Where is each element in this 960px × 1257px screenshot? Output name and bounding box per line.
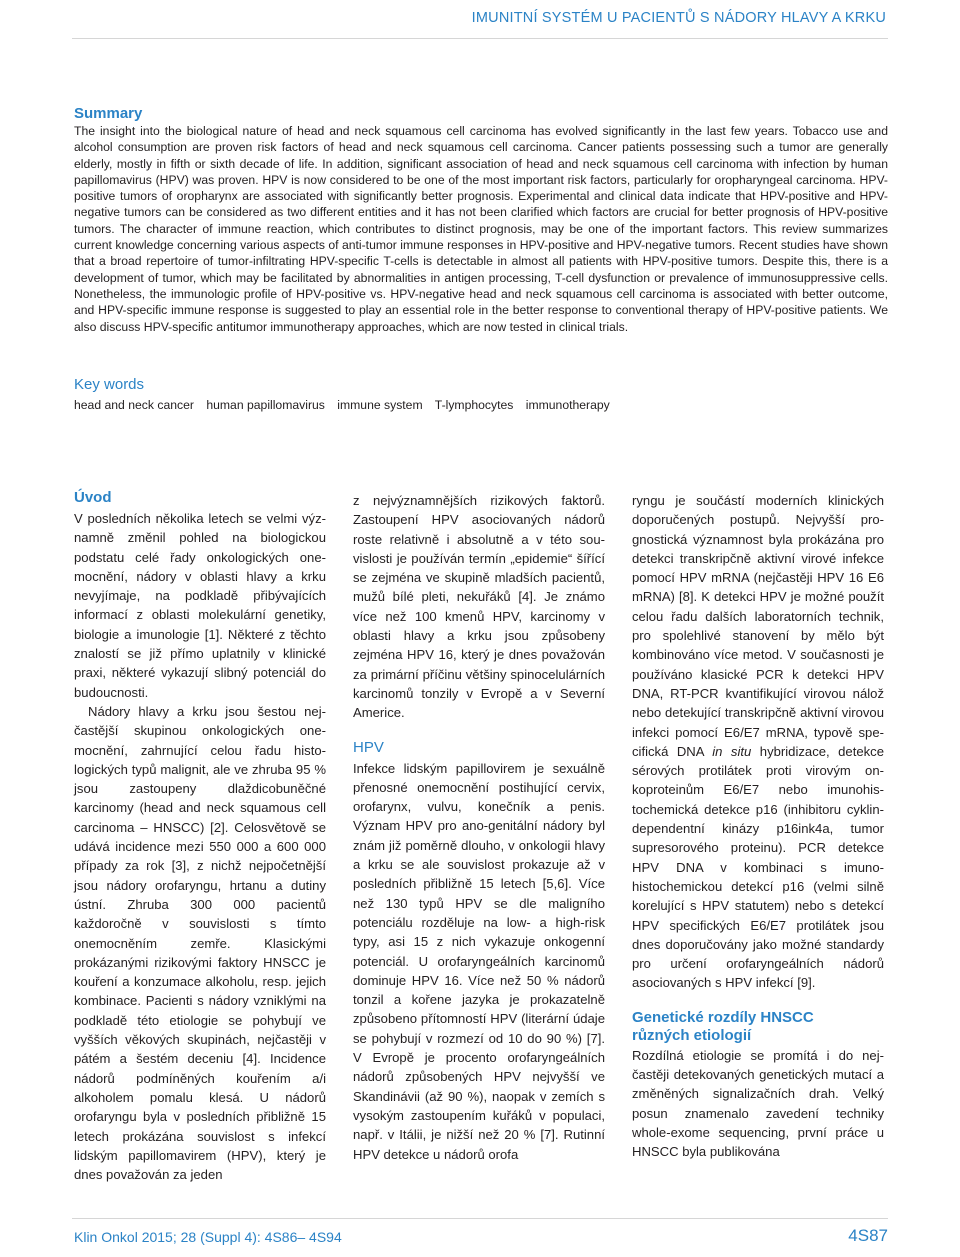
- paragraph: V posledních několika letech se velmi významně změnil pohled na biologickou podstatu celé řady onkologických onemocnění, nádory v oblasti hlavy a krku nevyjímaje, na podkladě přibývajících informací z oblasti molekulární genetiky, biologie a imunologie [1]. Některé z těchto znalostí se již přímo uplatnily v klinické praxi, některé vykazují slibný potenciál do budoucnosti.: [74, 511, 326, 700]
- running-header: IMUNITNÍ SYSTÉM U PACIENTŮ S NÁDORY HLAVY A KRKU: [471, 10, 886, 26]
- text-run: hybridizace, detekce sérových protilátek proti virovým onkoproteinům E6/E7 nebo imunohistochemická detekce p16 (inhibitoru cyklin-dependentní kinázy p16ink4a, tumor supresorového proteinu). PCR detekce HPV DNA v kombinaci s imunohistochemickou detekcí p16 (velmi silně korelující s HPV statutem) nebo s detekcí HPV specifických E6/E7 protilátek jsou dnes doporučovány jako možné standardy pro určení orofaryngeálních nádorů asociovaných s HPV infekcí [9].: [632, 743, 884, 991]
- keyword: immune system: [337, 398, 423, 412]
- text-run: ryngu je součástí moderních klinických doporučených postupů. Nejvyšší prognostická významnost byla prokázána pro detekci transkripčně aktivní virové infekce pomocí HPV mRNA (nejčastěji HPV 16 E6 mRNA) [8]. K detekci HPV je možné použít celou řadu dalších laboratorních technik, pro spolehlivé stanovení by mělo být kombinováno více metod. V současnosti je používáno klasické PCR k detekci HPV DNA, RT-PCR kvantifikující virovou nálož nebo detekující transkripčně aktivní virovou infekci pomocí E6/E7 mRNA, typově specifická DNA: [632, 493, 884, 759]
- header-divider: [72, 38, 888, 39]
- paragraph: Nádory hlavy a krku jsou šestou nejčastější skupinou onkologických onemocnění, zahrnující celou řadu histologických typů malignit, ale ve zhruba 95 % jsou zastoupeny dlaždicobuněčné karcinomy (head and neck squamous cell carcinoma – HNSCC) [2]. Celosvětově se udává incidence mezi 550 000 a 600 000 případy za rok [3], z nichž nejpočetnější jsou nádory orofaryngu, hrtanu a dutiny ústní. Zhruba 300 000 pacientů každoročně v souvislosti s tímto onemocněním zemře. Klasickými prokázanými rizikovými faktory HNSCC je kouření a konzumace alkoholu, resp. jejich kombinace. Pacienti s nádory vzniklými na podkladě této etiologie se pohybují ve vyšších věkových skupinách, nejčastěji v pátém a šestém deceniu [4]. Incidence nádorů podmíněných kouřením a/i alkoholem pomalu klesá. U nádorů orofaryngu byla v posledních přibližně 15 letech prokázána souvislost s infekcí lidským papillomavirem (HPV), který je dnes považován za jeden: [74, 703, 326, 1183]
- keywords-list: [74, 397, 888, 413]
- keyword: immunotherapy: [525, 398, 610, 412]
- keywords-title: Key words: [74, 376, 145, 393]
- paragraph: [632, 491, 884, 993]
- page-number: 4S87: [848, 1226, 888, 1245]
- italic-term: in situ: [712, 743, 752, 759]
- keyword: human papillomavirus: [206, 398, 325, 412]
- text-column-1: [74, 488, 326, 1184]
- keyword: head and neck cancer: [74, 398, 194, 412]
- paragraph: z nejvýznamnějších rizikových faktorů. Zastoupení HPV asociovaných nádorů roste relativně i absolutně a v této souvislosti je používán termín „epidemie“ šířící se zejména ve skupině mladších pacientů, mužů bílé pleti, nekuřáků [4]. Je známo více než 100 kmenů HPV, karcinomy v oblasti hlavy a krku jsou způsobeny zejména HPV 16, který je dnes považován za primární příčinu většiny spinocelulárních karcinomů tonzily v Evropě a v Severní Americe.: [353, 493, 605, 721]
- heading-line: Genetické rozdíly HNSCC: [632, 1008, 814, 1026]
- paragraph: Infekce lidským papillovirem je sexuálně přenosné onemocnění postihující cervix, orofarynx, vulvu, konečník a penis. Význam HPV pro ano-genitální nádory byl znám již poměrně dlouho, v onkologii hlavy a krku se ale souvislost prokazuje až v posledních přibližně 15 letech [5,6]. Více než 130 typů HPV se dle maligního potenciálu rozděluje na low- a high-risk typy, asi 15 z nich vykazuje onkogenní potenciál. U orofaryngeálních karcinomů dominuje HPV 16. Více než 50 % nádorů tonzil a kořene jazyka je prokazatelně způsobeno přítomností HPV (literární údaje se pohybují v rozmezí od 10 do 90 %) [7]. V Evropě je procento orofaryngeálních nádorů způsobených HPV nejvyšší ve Skandinávii (až 90 %), naopak v zemích s vysokým zastoupením kuřáků v populaci, např. v Itálii, je nižší než 20 % [7]. Rutinní HPV detekce u nádorů orofa: [353, 760, 605, 1162]
- keyword: T-lymphocytes: [434, 398, 514, 412]
- summary-title: Summary: [74, 105, 143, 122]
- genetics-heading: [632, 1009, 884, 1045]
- summary-text: The insight into the biological nature of head and neck squamous cell carcinoma has evolved significantly in the last few years. Tobacco use and alcohol consumption are proven risk factors of head and neck squamous cell carcinoma. Cancer patients possessing such a tumor are generally elderly, mostly in fifth or sixth decade of life. In addition, significant association of head and neck squamous cell carcinoma with infection by human papillomavirus (HPV) was proven. HPV is now considered to be one of the most important risk factors, particularly for oropharyngeal carcinoma. HPV-positive tumors of oropharynx are associated with significantly better prognosis. Experimental and clinical data indicate that HPV-positive and HPV-negative tumors can be considered as two different entities and it has not been clarified which factors are crucial for better prognosis of HPV-positive tumors. The character of immune reaction, which contributes to distinct prognosis, may be one of the important factors. This review summarizes current knowledge concerning various aspects of anti-tumor immune responses in HPV-positive and HPV-negative tumors. Recent studies have shown that a broad repertoire of tumor-infiltrating HPV-specific T-cells is detectable in almost all patients with HPV-positive tumors. Despite this, there is a development of tumor, which may be facilitated by abnormalities in antigen processing, T-cell dysfunction or prevalence of immunosuppressive cells. Nonetheless, the immunologic profile of HPV-positive vs. HPV-negative head and neck squamous cell carcinoma is associated with better outcome, and HPV-specific immune response is suggested to play an essential role in the better response to conventional therapy of HPV-positive patients. We also discuss HPV-specific antitumor immunotherapy approaches, which are now tested in clinical trials.: [74, 124, 888, 334]
- paragraph: Rozdílná etiologie se promítá i do nejčastěji detekovaných genetických mutací a změněných signalizačních drah. Velký posun znamenalo zavedení techniky whole-exome sequencing, první práce u HNSCC byla publikována: [632, 1047, 884, 1160]
- text-column-3: [632, 491, 884, 1162]
- hpv-heading: HPV: [353, 738, 384, 756]
- summary-section: [74, 105, 888, 335]
- journal-citation: Klin Onkol 2015; 28 (Suppl 4): 4S86– 4S94: [74, 1229, 342, 1245]
- keywords-section: [74, 376, 888, 413]
- heading-line: různých etiologií: [632, 1026, 752, 1044]
- text-column-2: [353, 491, 605, 1164]
- uvod-heading: Úvod: [74, 489, 112, 506]
- footer-divider: [72, 1218, 888, 1219]
